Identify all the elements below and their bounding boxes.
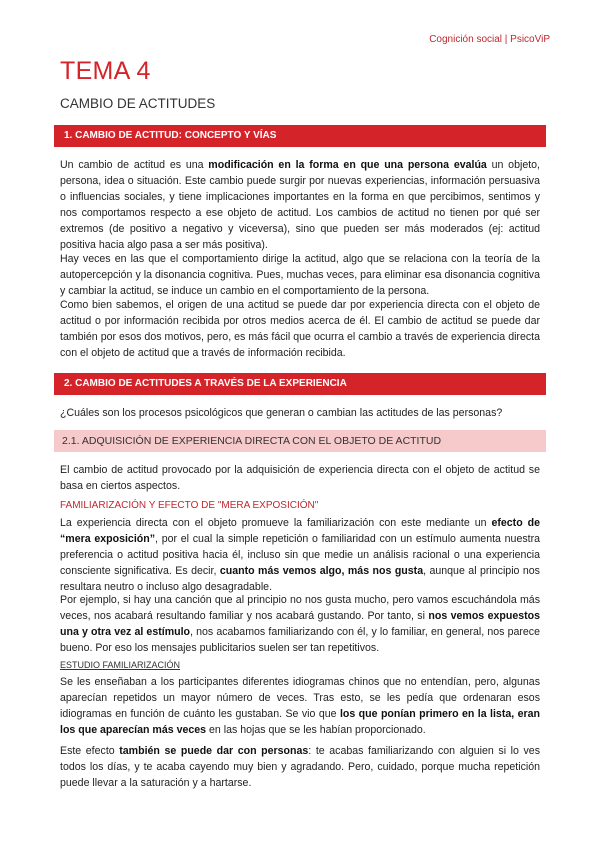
- paragraph-6: Por ejemplo, si hay una canción que al principio no nos gusta mucho, pero vamos escuchándola más veces, nos acabará resultando familiar y nos acabará gustando. Por tanto, si nos vemos expuestos una y otra vez al estímulo, nos acabamos familiarizando con él, y lo familiar, en general, nos parece bueno. Por eso los mensajes publicitarios suelen ser tan repetitivos.: [60, 594, 540, 654]
- paragraph-4: El cambio de actitud provocado por la adquisición de experiencia directa con el objeto de actitud se basa en ciertos aspectos.: [60, 464, 540, 492]
- page-title: TEMA 4: [60, 57, 151, 85]
- paragraph-2: Hay veces en las que el comportamiento dirige la actitud, algo que se relaciona con la teoría de la autopercepción y la disonancia cognitiva. Pues, muchas veces, para eliminar esa disonancia cognitiva y cambiar la actitud, se induce un cambio en el comportamiento de la persona.: [60, 253, 540, 297]
- subsection-heading-2-1: 2.1. ADQUISICIÓN DE EXPERIENCIA DIRECTA CON EL OBJETO DE ACTITUD: [54, 430, 546, 452]
- page-header: Cognición social | PsicoViP: [429, 34, 550, 45]
- paragraph-5: La experiencia directa con el objeto promueve la familiarización con este mediante un efecto de “mera exposición”, por el cual la simple repetición o familiaridad con un estímulo aumenta nuestra preferencia o actitud positiva hacia él, incluso sin que medie un análisis racional o una experiencia consciente significativa. Es decir, cuanto más vemos algo, más nos gusta, aunque al principio nos resultara neutro o incluso algo desagradable.: [60, 517, 541, 593]
- paragraph-3: Como bien sabemos, el origen de una actitud se puede dar por experiencia directa con el objeto de actitud o por información recibida por otros medios acerca de él. El cambio de actitud se puede dar también por esos dos motivos, pero, es más fácil que ocurra el cambio a través de experiencia directa con el objeto de actitud que a través de información recibida.: [60, 299, 540, 359]
- paragraph-8: Este efecto también se puede dar con personas: te acabas familiarizando con alguien si lo ves todos los días, y te acaba cayendo muy bien y agradando. Pero, cuidado, porque mucha repetición puede llevar a la saturación y a hartarse.: [60, 745, 540, 789]
- page-subtitle: CAMBIO DE ACTITUDES: [60, 96, 216, 111]
- subheading-familiarizacion: FAMILIARIZACIÓN Y EFECTO DE "MERA EXPOSICIÓN": [60, 500, 319, 511]
- paragraph-7: Se les enseñaban a los participantes diferentes idiogramas chinos que no entendían, pero, algunas aparecían repetidos un mayor número de veces. Tras esto, se les pedía que ordenaran esos idiogramas en función de cuánto les gustaban. Se vio que los que ponían primero en la lista, eran los que aparecían más veces en las hojas que se les habían proporcionado.: [60, 676, 540, 736]
- subheading-estudio: ESTUDIO FAMILIARIZACIÓN: [60, 660, 181, 670]
- section-heading-2: 2. CAMBIO DE ACTITUDES A TRAVÉS DE LA EXPERIENCIA: [54, 373, 546, 395]
- paragraph-1: Un cambio de actitud es una modificación en la forma en que una persona evalúa un objeto, persona, idea o situación. Este cambio puede surgir por nuevas experiencias, información persuasiva o influencias sociales, y tiene implicaciones importantes en la forma en que percibimos, sentimos y nos comportamos respecto a ese objeto de actitud. Los cambios de actitud no tienen por qué ser extremos (de positivo a negativo y viceversa), sino que pueden ser más moderados (ej: actitud positiva hacia algo pasa a ser más positiva).: [60, 159, 540, 251]
- section-heading-1: 1. CAMBIO DE ACTITUD: CONCEPTO Y VÍAS: [54, 125, 546, 147]
- question-text: ¿Cuáles son los procesos psicológicos que generan o cambian las actitudes de las personas?: [60, 407, 503, 419]
